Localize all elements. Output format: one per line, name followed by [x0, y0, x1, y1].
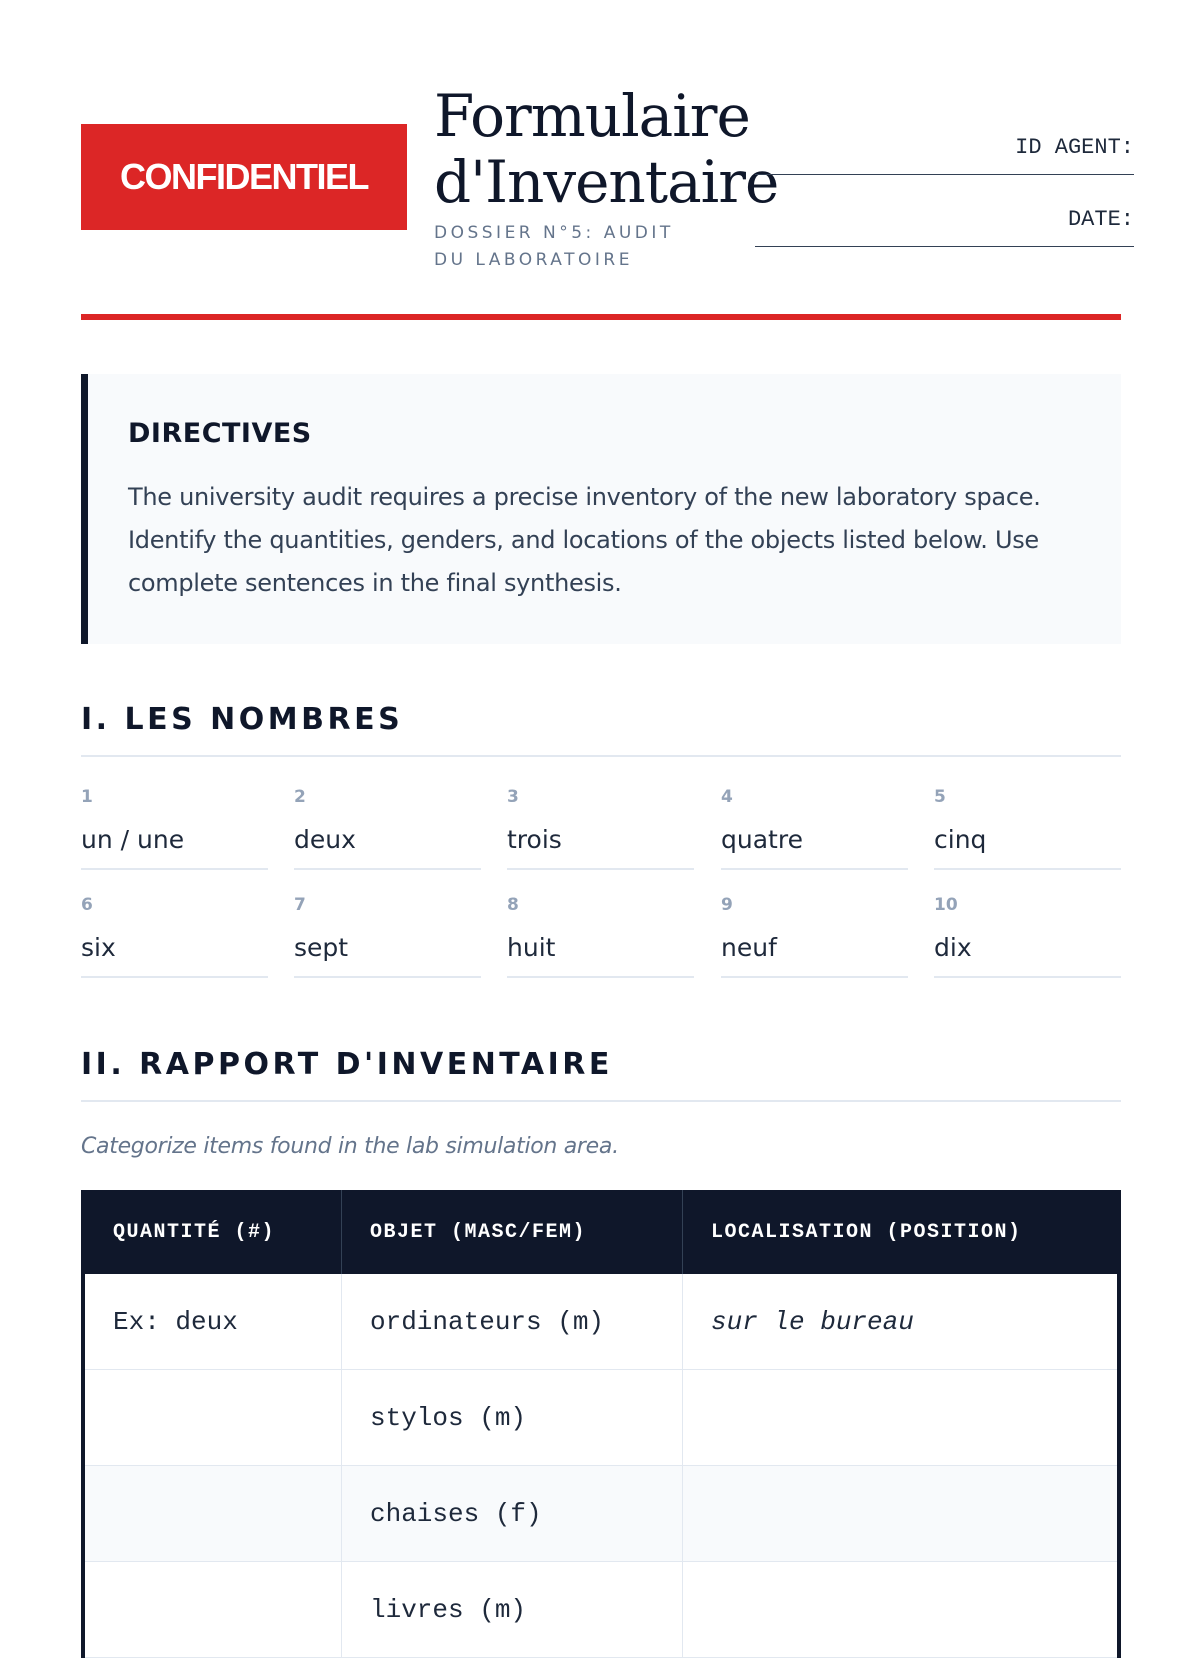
number-index: 8: [507, 895, 519, 915]
dossier-line-2: DU LABORATOIRE: [434, 250, 633, 270]
directives-title: DIRECTIVES: [128, 418, 312, 449]
number-word: six: [81, 933, 116, 962]
number-index: 5: [934, 787, 946, 807]
date-line[interactable]: [755, 234, 1134, 247]
location-cell[interactable]: sur le bureau: [711, 1306, 914, 1337]
number-cell: [507, 785, 694, 870]
directives-box: [81, 374, 1121, 644]
directives-text: The university audit requires a precise inventory of the new laboratory space. Identify the quantities, genders, and locations of the objects listed below. Use complete sentences in the final synthesis.: [128, 483, 1041, 597]
quantity-cell[interactable]: [85, 1370, 342, 1465]
number-cell: [507, 893, 694, 978]
number-cell: [294, 785, 481, 870]
confidential-stamp: CONFIDENTIEL: [81, 124, 407, 230]
number-word: deux: [294, 825, 356, 854]
number-cell: [934, 785, 1121, 870]
agent-id-label: ID AGENT:: [1015, 135, 1134, 160]
inventory-table: [81, 1190, 1121, 1658]
object-cell: ordinateurs (m): [342, 1274, 683, 1369]
dossier-line-1: DOSSIER N°5: AUDIT: [434, 223, 674, 243]
number-index: 1: [81, 787, 93, 807]
object-cell: livres (m): [342, 1562, 683, 1657]
number-index: 3: [507, 787, 519, 807]
number-word: un / une: [81, 825, 185, 854]
number-cell: [294, 893, 481, 978]
number-word: neuf: [721, 933, 777, 962]
page-title-line-1: Formulaire: [434, 82, 750, 150]
object-cell: stylos (m): [342, 1370, 683, 1465]
agent-id-field[interactable]: [755, 134, 1134, 175]
number-index: 10: [934, 895, 958, 915]
number-word: dix: [934, 933, 972, 962]
number-index: 7: [294, 895, 306, 915]
quantity-cell[interactable]: Ex: deux: [85, 1274, 342, 1369]
table-row: [85, 1274, 1117, 1370]
location-cell[interactable]: [683, 1466, 1117, 1561]
table-row: [85, 1370, 1117, 1466]
date-label: DATE:: [1067, 207, 1134, 232]
table-header: [85, 1190, 1117, 1274]
page-title-line-2: d'Inventaire: [434, 148, 779, 216]
agent-id-line[interactable]: [755, 162, 1134, 175]
page-header: [81, 80, 1134, 280]
number-cell: [81, 893, 268, 978]
number-word: huit: [507, 933, 556, 962]
column-header-quantity: QUANTITÉ (#): [85, 1190, 342, 1274]
number-index: 6: [81, 895, 93, 915]
date-field[interactable]: [755, 206, 1134, 247]
number-word: quatre: [721, 825, 803, 854]
column-header-location: LOCALISATION (POSITION): [711, 1220, 1022, 1244]
table-row: [85, 1466, 1117, 1562]
number-index: 2: [294, 787, 306, 807]
location-cell[interactable]: [683, 1562, 1117, 1657]
location-cell[interactable]: [683, 1370, 1117, 1465]
number-cell: [721, 785, 908, 870]
number-word: cinq: [934, 825, 987, 854]
dossier-subtitle: [434, 220, 734, 274]
number-index: 4: [721, 787, 733, 807]
number-index: 9: [721, 895, 733, 915]
number-word: trois: [507, 825, 562, 854]
column-header-object: OBJET (MASC/FEM): [342, 1190, 683, 1274]
number-cell: [934, 893, 1121, 978]
number-cell: [721, 893, 908, 978]
number-cell: [81, 785, 268, 870]
table-row: [85, 1562, 1117, 1658]
inventory-note: Categorize items found in the lab simulation area.: [81, 1134, 619, 1159]
inventory-section-title: II. RAPPORT D'INVENTAIRE: [81, 1047, 1121, 1102]
number-word: sept: [294, 933, 349, 962]
quantity-cell[interactable]: [85, 1466, 342, 1561]
header-divider: [81, 314, 1121, 320]
quantity-cell[interactable]: [85, 1562, 342, 1657]
object-cell: chaises (f): [342, 1466, 683, 1561]
numbers-section-title: I. LES NOMBRES: [81, 702, 1121, 757]
